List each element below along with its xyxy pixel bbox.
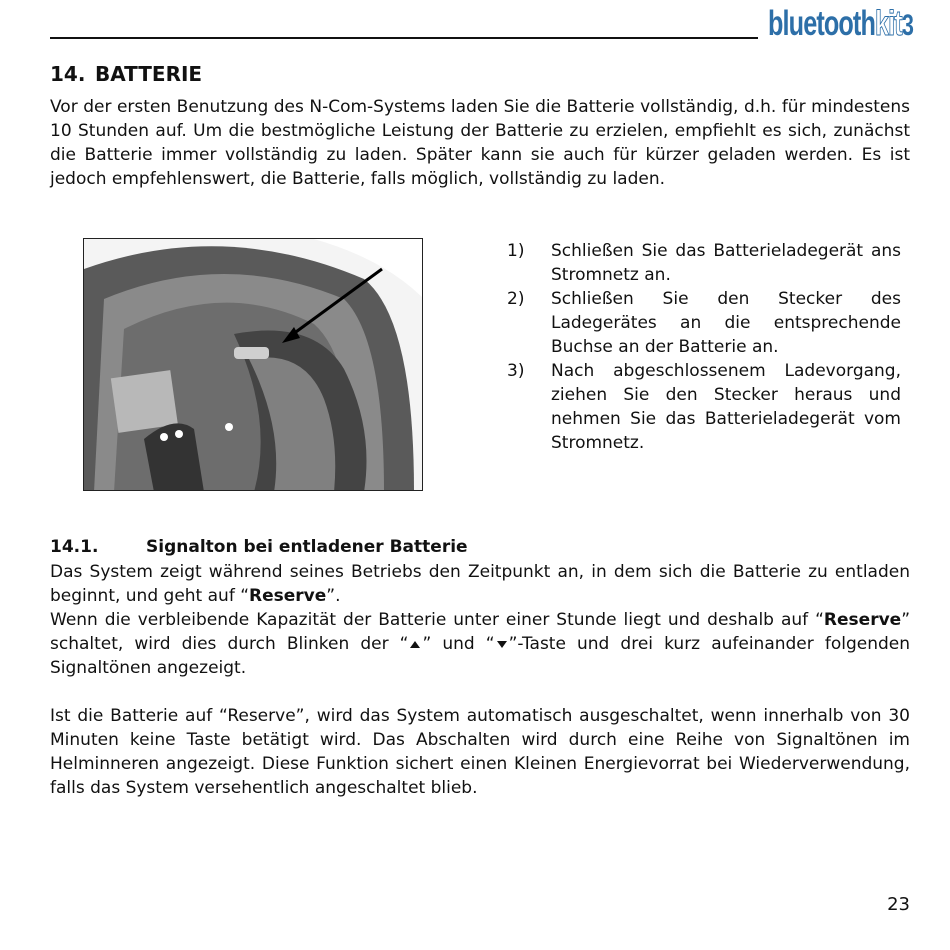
list-item: 3) Nach abgeschlossenem Ladevorgang, ziehen Sie den Stecker heraus und nehmen Sie das Batterieladegerät vom Stromnetz.	[507, 361, 901, 453]
charging-steps-list	[507, 239, 901, 455]
up-arrow-icon	[410, 641, 420, 648]
reserve-paragraph-3: Ist die Batterie auf “Reserve”, wird das System automatisch ausgeschaltet, wenn innerhalb von 30 Minuten keine Taste betätigt wird. Das Abschalten wird durch eine Reihe von Signaltönen im Helminneren angezeigt. Diese Funktion sichert einen Kleinen Energievorrat bei Wiederverwendung, falls das System versehentlich angeschaltet blieb.	[50, 706, 910, 798]
reserve-paragraph-1: Das System zeigt während seines Betriebs den Zeitpunkt an, in dem sich die Batterie zu entladen beginnt, und geht auf “Reserve”.	[50, 562, 910, 606]
intro-paragraph: Vor der ersten Benutzung des N-Com-Systems laden Sie die Batterie vollständig, d.h. für mindestens 10 Stunden auf. Um die bestmögliche Leistung der Batterie zu erzielen, empfiehlt es sich, zunächst die Batterie immer vollständig zu laden. Später kann sie auch für kürzer geladen werden. Es ist jedoch empfehlenswert, die Batterie, falls möglich, vollständig zu laden.	[50, 97, 910, 189]
helmet-photo	[83, 238, 423, 491]
page-number: 23	[887, 894, 910, 915]
list-item: 1) Schließen Sie das Batterieladegerät ans Stromnetz an.	[507, 241, 901, 285]
section-title	[50, 62, 202, 86]
list-item: 2) Schließen Sie den Stecker des Ladegerätes an die entsprechende Buchse an der Batterie an.	[507, 289, 901, 357]
section-number: 14.	[50, 62, 86, 86]
subsection-number: 14.1.	[50, 537, 99, 557]
subsection-heading	[50, 537, 468, 557]
down-arrow-icon	[497, 641, 507, 648]
reserve-paragraph-2: Wenn die verbleibende Kapazität der Batterie unter einer Stunde liegt und deshalb auf “Reserve” schaltet, wird dies durch Blinken der “ ” und “ ”-Taste und drei kurz aufeinander folgenden Signaltönen angezeigt.	[50, 610, 910, 678]
bluetoothkit-logo: bluetoothkit3	[768, 4, 913, 43]
section-title-text: BATTERIE	[95, 62, 203, 86]
subsection-title: Signalton bei entladener Batterie	[146, 537, 468, 557]
header-rule	[50, 37, 758, 39]
